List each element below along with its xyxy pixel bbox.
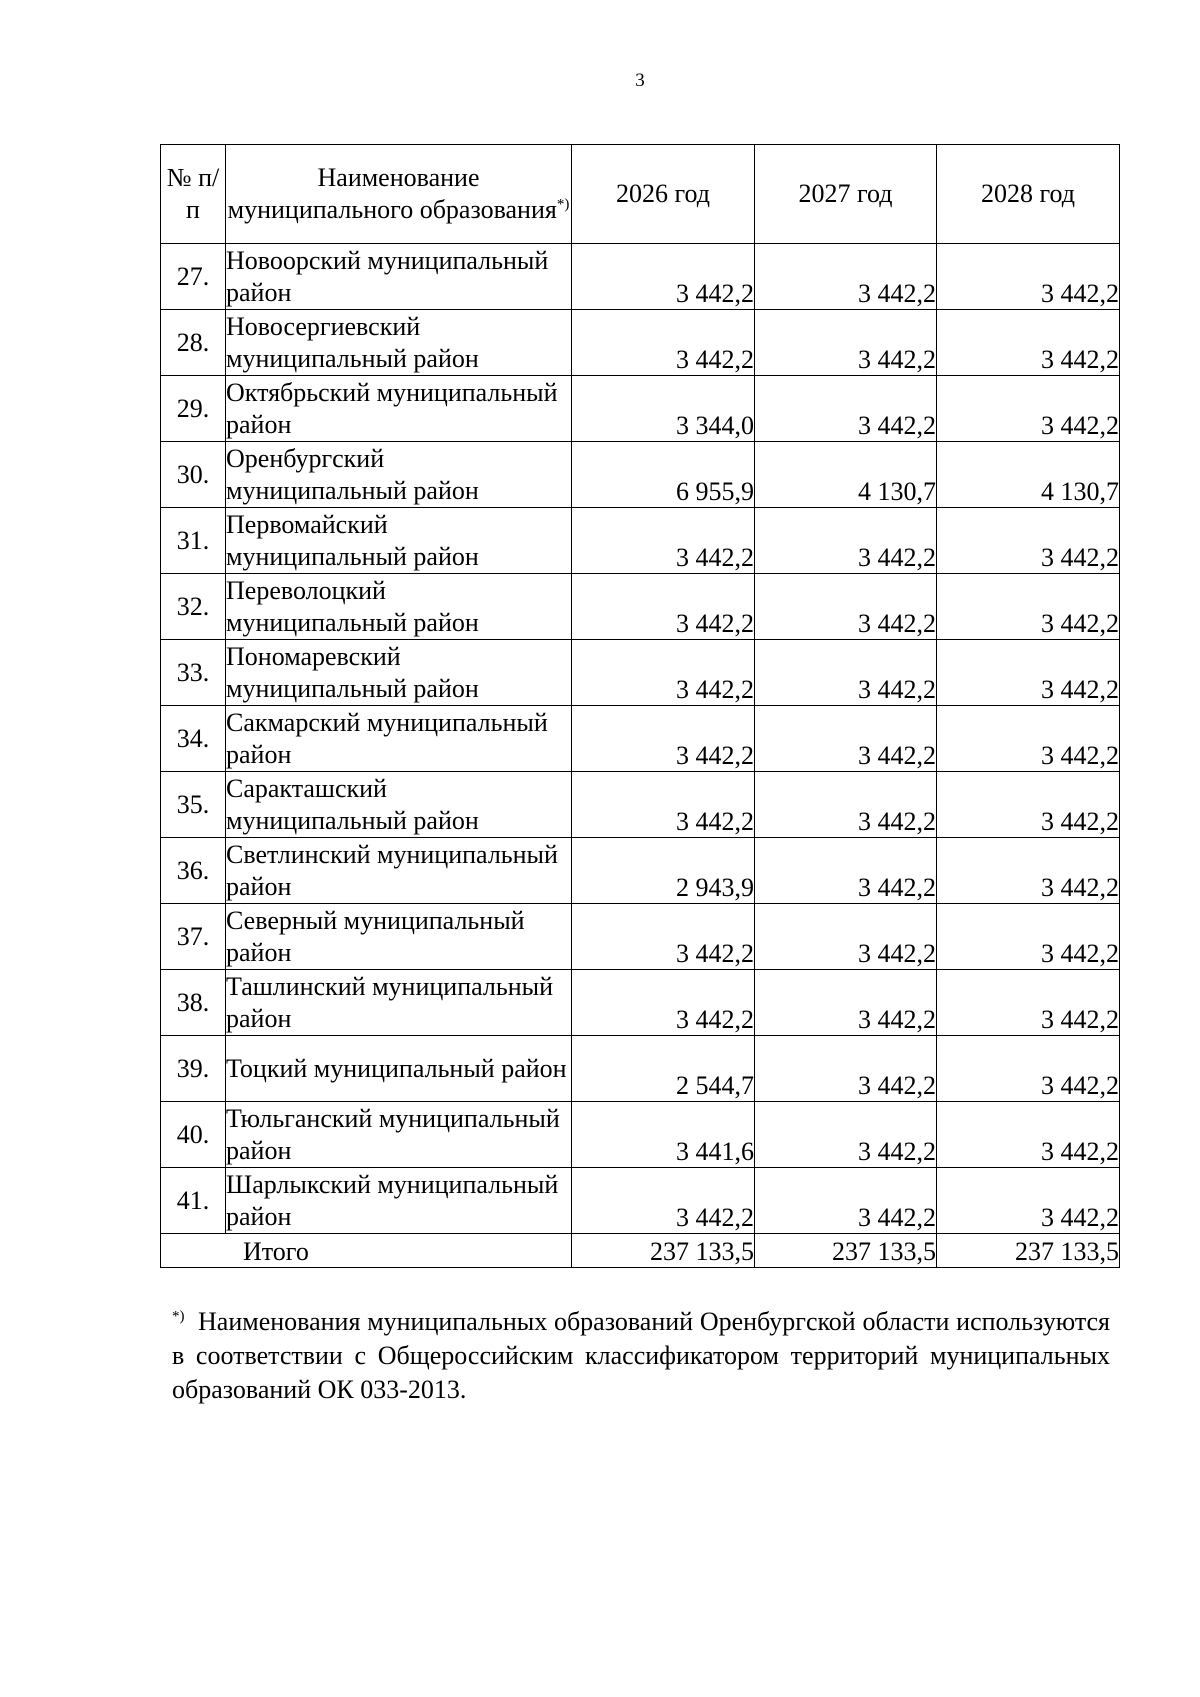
value-2026: 2 544,7 [572,1036,755,1102]
value-2027: 3 442,2 [755,838,937,904]
value-2028: 3 442,2 [937,640,1120,706]
row-number: 36. [161,838,226,904]
table-row [161,706,1120,772]
header-name: Наименование муниципального образования*) [226,145,572,244]
header-footnote-mark: *) [556,196,570,213]
value-2027: 3 442,2 [755,706,937,772]
allocation-table [160,144,1120,1268]
header-2028: 2028 год [937,145,1120,244]
header-num: № п/п [161,145,226,244]
value-2026: 3 442,2 [572,508,755,574]
header-2026: 2026 год [572,145,755,244]
value-2027: 3 442,2 [755,376,937,442]
page-number: 3 [635,70,645,91]
value-2026: 3 442,2 [572,706,755,772]
total-label: Итого [161,1234,572,1268]
row-number: 27. [161,244,226,310]
value-2028: 3 442,2 [937,1036,1120,1102]
row-number: 31. [161,508,226,574]
total-value-2026: 237 133,5 [572,1234,755,1268]
table-row [161,1168,1120,1234]
municipality-name: Сакмарский муниципальный район [226,706,572,772]
table-row [161,904,1120,970]
value-2028: 3 442,2 [937,772,1120,838]
table-row [161,1102,1120,1168]
row-number: 38. [161,970,226,1036]
value-2028: 3 442,2 [937,706,1120,772]
value-2028: 3 442,2 [937,574,1120,640]
footnote-text: Наименования муниципальных образований Оренбургской области используются в соответствии с Общероссийским классификатором территорий муниципальных образований ОК 033-2013. [172,1307,1110,1404]
value-2026: 3 442,2 [572,1168,755,1234]
row-number: 28. [161,310,226,376]
municipality-name: Пономаревский муниципальный район [226,640,572,706]
table-body [161,244,1120,1268]
row-number: 41. [161,1168,226,1234]
row-number: 39. [161,1036,226,1102]
table-header-row [161,145,1120,244]
value-2028: 3 442,2 [937,838,1120,904]
value-2027: 3 442,2 [755,244,937,310]
value-2027: 3 442,2 [755,1036,937,1102]
value-2028: 3 442,2 [937,1168,1120,1234]
municipality-name: Северный муниципальный район [226,904,572,970]
total-row [161,1234,1120,1268]
value-2027: 3 442,2 [755,508,937,574]
municipality-name: Тюльганский муниципальный район [226,1102,572,1168]
table-row [161,310,1120,376]
table-row [161,376,1120,442]
value-2028: 3 442,2 [937,1102,1120,1168]
value-2026: 3 442,2 [572,970,755,1036]
municipality-name: Переволоцкий муниципальный район [226,574,572,640]
value-2028: 3 442,2 [937,904,1120,970]
value-2028: 3 442,2 [937,376,1120,442]
row-number: 33. [161,640,226,706]
municipality-name: Шарлыкский муниципальный район [226,1168,572,1234]
value-2026: 3 344,0 [572,376,755,442]
value-2027: 3 442,2 [755,1102,937,1168]
municipality-name: Первомайский муниципальный район [226,508,572,574]
value-2026: 3 442,2 [572,904,755,970]
value-2026: 3 442,2 [572,574,755,640]
value-2027: 3 442,2 [755,904,937,970]
value-2026: 3 442,2 [572,640,755,706]
value-2027: 3 442,2 [755,640,937,706]
value-2028: 3 442,2 [937,244,1120,310]
value-2027: 3 442,2 [755,772,937,838]
municipality-name: Оренбургский муниципальный район [226,442,572,508]
table-row [161,508,1120,574]
municipality-name: Тоцкий муниципальный район [226,1036,572,1102]
value-2028: 4 130,7 [937,442,1120,508]
table-row [161,772,1120,838]
municipality-name: Саракташский муниципальный район [226,772,572,838]
total-value-2027: 237 133,5 [755,1234,937,1268]
value-2027: 3 442,2 [755,574,937,640]
value-2026: 3 442,2 [572,772,755,838]
value-2027: 3 442,2 [755,970,937,1036]
municipality-name: Октябрьский муниципальный район [226,376,572,442]
value-2028: 3 442,2 [937,310,1120,376]
value-2026: 3 442,2 [572,310,755,376]
row-number: 40. [161,1102,226,1168]
row-number: 34. [161,706,226,772]
municipality-name: Новосергиевский муниципальный район [226,310,572,376]
table-row [161,244,1120,310]
table-row [161,970,1120,1036]
row-number: 37. [161,904,226,970]
value-2027: 3 442,2 [755,1168,937,1234]
municipality-name: Светлинский муниципальный район [226,838,572,904]
value-2026: 3 441,6 [572,1102,755,1168]
table-row [161,640,1120,706]
municipality-name: Новоорский муниципальный район [226,244,572,310]
header-2027: 2027 год [755,145,937,244]
value-2028: 3 442,2 [937,970,1120,1036]
row-number: 29. [161,376,226,442]
row-number: 32. [161,574,226,640]
value-2026: 3 442,2 [572,244,755,310]
value-2026: 2 943,9 [572,838,755,904]
table-row [161,574,1120,640]
table-row [161,442,1120,508]
value-2026: 6 955,9 [572,442,755,508]
footnote-mark: *) [172,1308,185,1325]
total-value-2028: 237 133,5 [937,1234,1120,1268]
value-2028: 3 442,2 [937,508,1120,574]
table-row [161,838,1120,904]
municipality-name: Ташлинский муниципальный район [226,970,572,1036]
row-number: 30. [161,442,226,508]
footnote [172,1305,1110,1407]
value-2027: 3 442,2 [755,310,937,376]
table-row [161,1036,1120,1102]
value-2027: 4 130,7 [755,442,937,508]
row-number: 35. [161,772,226,838]
